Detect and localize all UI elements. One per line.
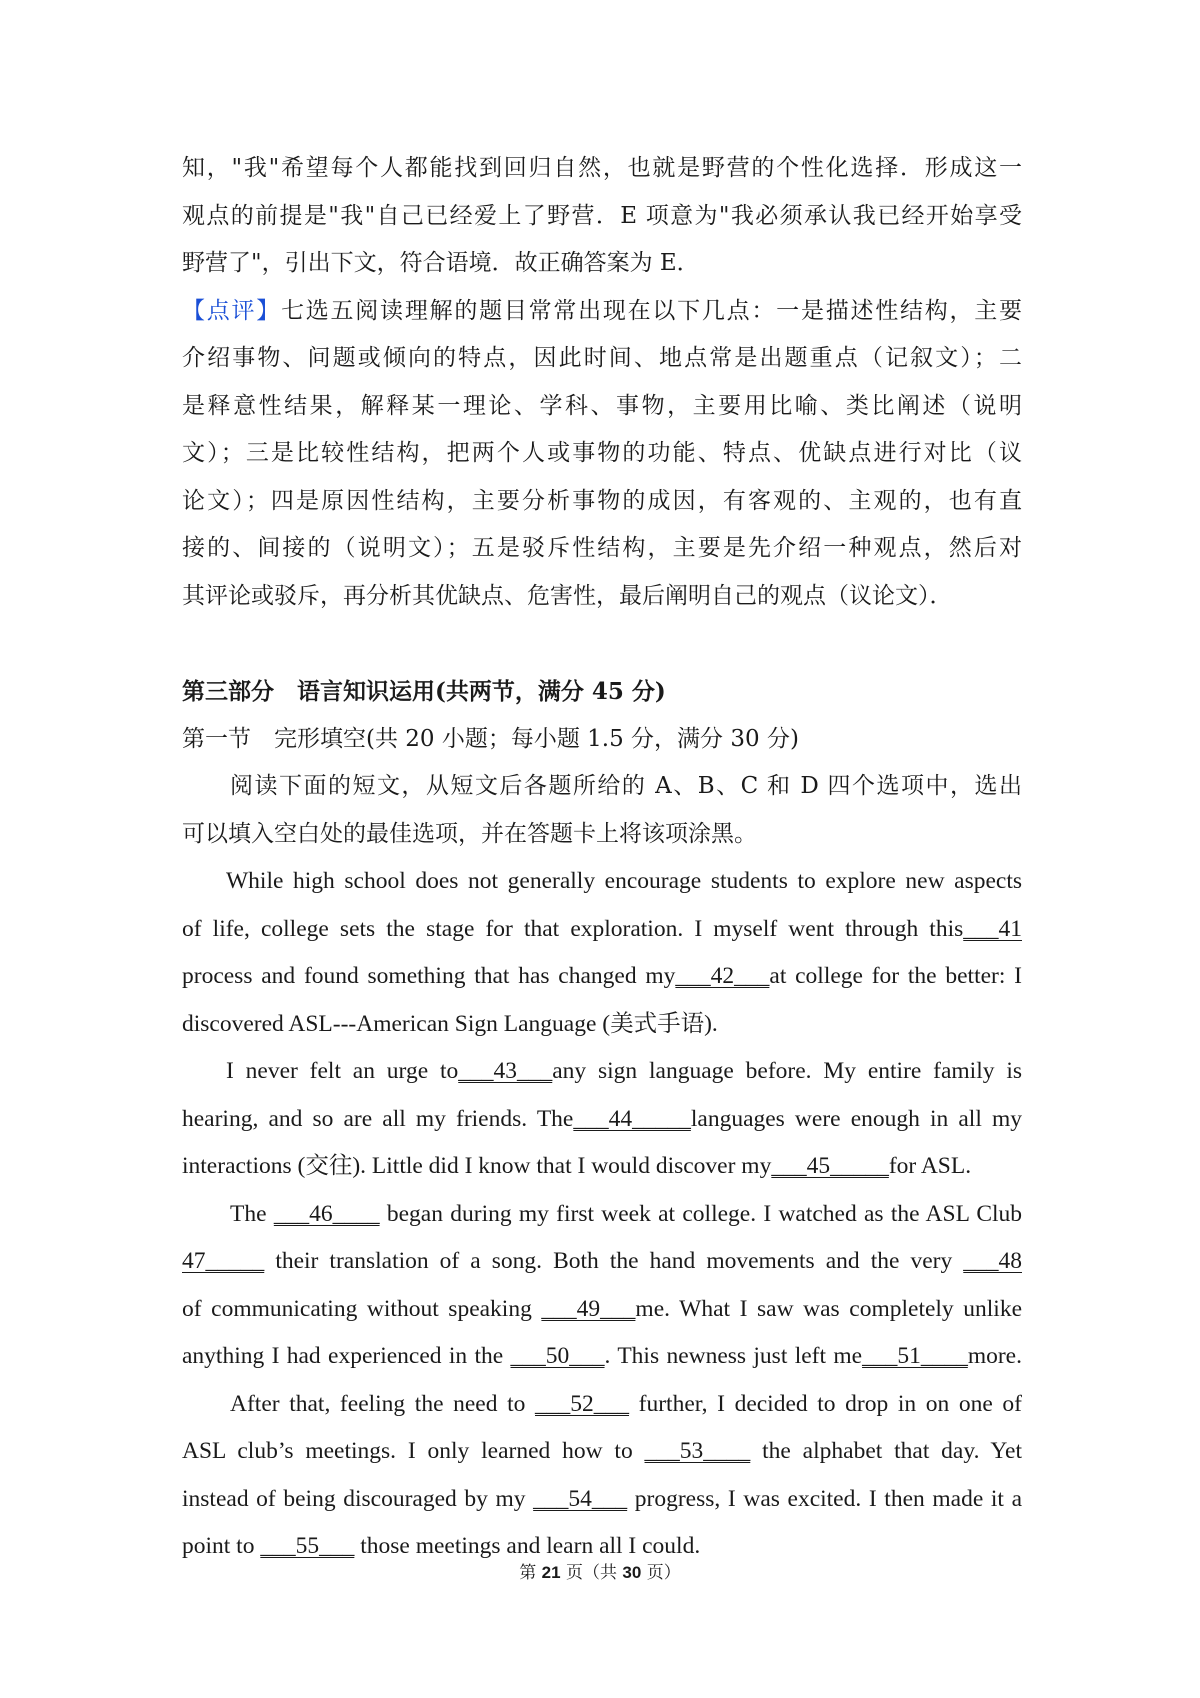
passage-p4-line-1	[182, 1381, 1022, 1429]
footer-page-number: 21	[541, 1563, 561, 1582]
passage-p2-line-2	[182, 1096, 1022, 1144]
p2-l2-text-b: languages were enough in all my	[690, 1105, 1022, 1132]
p4-l4-text-b: those meetings and learn all I could.	[360, 1533, 701, 1559]
comment-tag: 【点评】	[182, 297, 282, 324]
instruction-line-1: 阅读下面的短文，从短文后各题所给的 A、B、C 和 D 四个选项中，选出	[230, 773, 1022, 799]
comment-line-6: 接的、间接的（说明文）；五是驳斥性结构，主要是先介绍一种观点，然后对	[182, 535, 1022, 561]
p4-l3-text-b: progress, I was excited. I then made it a	[634, 1485, 1022, 1512]
footer-middle: 页（共	[560, 1563, 623, 1583]
passage-p1-line-4: discovered ASL---American Sign Language (美式手语).	[182, 1010, 718, 1037]
blank-48: ___48	[963, 1248, 1022, 1274]
p3-l4-text-b: . This newness just left me	[604, 1343, 863, 1369]
passage-p1-line-1: While high school does not generally encourage students to explore new aspects	[226, 868, 1022, 894]
p4-l3-text-a: instead of being discouraged by my	[182, 1485, 526, 1512]
page-footer	[0, 1558, 1200, 1583]
p4-l1-text-a: After that, feeling the need to	[230, 1390, 526, 1417]
blank-55: ___55___	[260, 1533, 355, 1559]
blank-43: ___43___	[458, 1058, 553, 1084]
passage-p2-line-3	[182, 1143, 1022, 1191]
blank-44: ___44_____	[573, 1105, 691, 1132]
footer-suffix: 页）	[641, 1563, 681, 1583]
blank-53: ___53____	[644, 1438, 751, 1464]
section-spacer	[182, 620, 1022, 668]
section-title: 第三部分 语言知识运用(共两节，满分 45 分)	[182, 678, 666, 705]
p4-l2-text-b: the alphabet that day. Yet	[762, 1438, 1022, 1464]
analysis-line-2: 观点的前提是"我"自己已经爱上了野营．E 项意为"我必须承认我已经开始享受	[182, 202, 1022, 229]
p3-l1-text-b: began during my first week at college. I watched as the ASL Club	[386, 1200, 1022, 1227]
passage-p3-line-3	[182, 1286, 1022, 1334]
passage-p1-line-2	[182, 906, 1022, 954]
blank-42: ___42___	[675, 963, 770, 989]
passage-p4-line-2	[182, 1428, 1022, 1476]
passage-p1-line-3	[182, 953, 1022, 1001]
p3-l2-text-a: their translation of a song. Both the hand movements and the very	[275, 1248, 953, 1274]
p2-l1-text-a: I never felt an urge to	[226, 1058, 459, 1084]
p3-l4-text-c: more.	[967, 1343, 1022, 1369]
comment-line-3: 是释意性结果，解释某一理论、学科、事物，主要用比喻、类比阐述（说明	[182, 392, 1022, 419]
passage-p3-line-1	[182, 1191, 1022, 1239]
subsection-title: 第一节 完形填空(共 20 小题；每小题 1.5 分，满分 30 分)	[182, 725, 799, 752]
comment-line-5: 论文）；四是原因性结构，主要分析事物的成因，有客观的、主观的，也有直	[182, 487, 1022, 514]
p3-l4-text-a: anything I had experienced in the	[182, 1343, 504, 1369]
p4-l2-text-a: ASL club’s meetings. I only learned how to	[182, 1438, 633, 1464]
comment-line-1	[182, 288, 1022, 336]
comment-first-text: 七选五阅读理解的题目常常出现在以下几点：一是描述性结构，主要	[281, 297, 1022, 324]
blank-50: ___50___	[510, 1343, 605, 1369]
footer-prefix: 第	[519, 1563, 542, 1583]
passage-p2-line-1	[182, 1048, 1022, 1096]
blank-54: ___54___	[533, 1485, 628, 1512]
blank-46: ___46____	[273, 1200, 380, 1227]
blank-41: ___41	[963, 915, 1022, 942]
blank-52: ___52___	[535, 1390, 630, 1417]
passage-p3-line-4	[182, 1333, 1022, 1381]
passage-p3-line-2	[182, 1238, 1022, 1286]
comment-line-2: 介绍事物、问题或倾向的特点，因此时间、地点常是出题重点（记叙文）；二	[182, 345, 1022, 371]
p3-l3-text-a: of communicating without speaking	[182, 1295, 532, 1322]
p1-l3-text-a: process and found something that has changed my	[182, 963, 676, 989]
comment-line-7: 其评论或驳斥，再分析其优缺点、危害性，最后阐明自己的观点（议论文）．	[182, 582, 953, 609]
blank-45: ___45_____	[771, 1153, 889, 1179]
p3-l1-text-a: The	[230, 1200, 267, 1227]
analysis-line-1: 知，"我"希望每个人都能找到回归自然，也就是野营的个性化选择．形成这一	[182, 155, 1022, 181]
p1-l2-text: of life, college sets the stage for that exploration. I myself went through this	[182, 915, 964, 942]
instruction-line-2: 可以填入空白处的最佳选项，并在答题卡上将该项涂黑。	[182, 820, 757, 847]
p4-l4-text-a: point to	[182, 1533, 255, 1559]
p1-l3-text-b: at college for the better: I	[769, 963, 1022, 989]
blank-49: ___49___	[541, 1295, 636, 1322]
page-content	[182, 145, 1022, 1571]
blank-47: 47_____	[182, 1248, 265, 1274]
comment-line-4: 文）；三是比较性结构，把两个人或事物的功能、特点、优缺点进行对比（议	[182, 440, 1022, 466]
p3-l3-text-b: me. What I saw was completely unlike	[635, 1295, 1022, 1322]
blank-51: ___51____	[862, 1343, 968, 1369]
footer-total-pages: 30	[622, 1563, 642, 1582]
p2-l3-text-a: interactions (交往). Little did I know that I would discover my	[182, 1153, 772, 1179]
passage-p4-line-3	[182, 1476, 1022, 1524]
p4-l1-text-b: further, I decided to drop in on one of	[638, 1390, 1022, 1417]
analysis-line-3: 野营了"，引出下文，符合语境．故正确答案为 E．	[182, 250, 700, 276]
p2-l1-text-b: any sign language before. My entire family is	[552, 1058, 1022, 1084]
p2-l3-text-b: for ASL.	[888, 1153, 972, 1179]
p2-l2-text-a: hearing, and so are all my friends. The	[182, 1105, 574, 1132]
